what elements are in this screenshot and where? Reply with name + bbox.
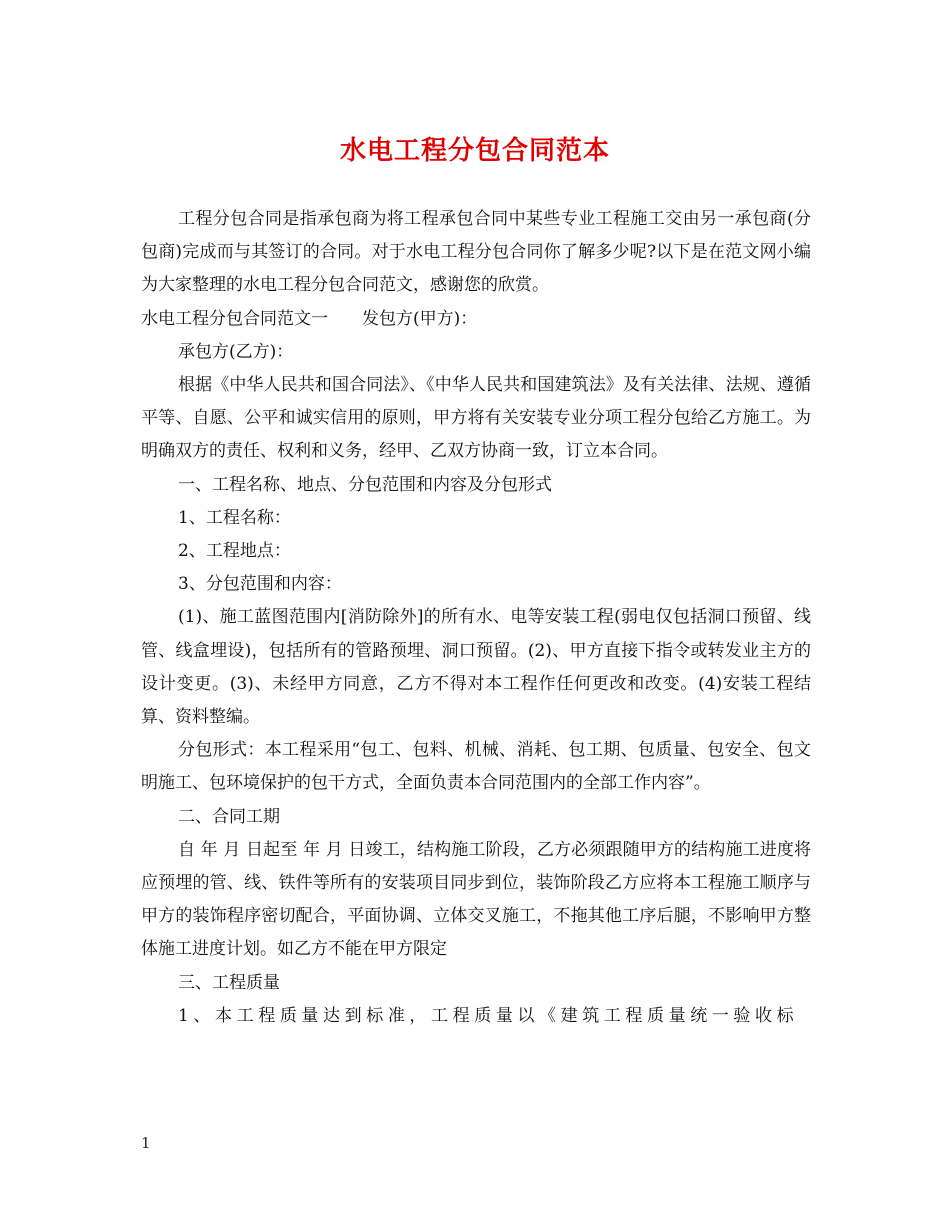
item-project-location: 2、工程地点：: [178, 541, 291, 562]
paragraph-period: 自 年 月 日起至 年 月 日竣工，结构施工阶段，乙方必须跟随甲方的结构施工进度将应预埋的管、线、铁件等所有的安装项目同步到位，装饰阶段乙方应将本工程施工顺序与甲方的装饰程序密切配合，平面协调、立体交叉施工，不拖其他工序后腿，不影响甲方整体施工进度计划。如乙方不能在甲方限定: [141, 839, 811, 960]
document-title: 水电工程分包合同范本: [339, 136, 610, 166]
document-body: [141, 203, 811, 1033]
section-heading-3: 三、工程质量: [178, 972, 280, 993]
item-scope-heading: 3、分包范围和内容：: [178, 574, 342, 595]
paragraph-subcontract-form: 分包形式：本工程采用“包工、包料、机械、消耗、包工期、包质量、包安全、包文明施工、包环境保护的包干方式，全面负责本合同范围内的全部工作内容”。: [141, 740, 811, 794]
paragraph-intro: 工程分包合同是指承包商为将工程承包合同中某些专业工程施工交由另一承包商(分包商)完成而与其签订的合同。对于水电工程分包合同你了解多少呢?以下是在范文网小编为大家整理的水电工程分包合同范文，感谢您的欣赏。: [141, 209, 811, 296]
sample-heading: 水电工程分包合同范文一: [141, 308, 328, 329]
party-b-label: 承包方(乙方)：: [178, 341, 294, 362]
item-project-name: 1、工程名称：: [178, 507, 291, 528]
paragraph-basis: 根据《中华人民共和国合同法》、《中华人民共和国建筑法》及有关法律、法规、遵循平等、自愿、公平和诚实信用的原则，甲方将有关安装专业分项工程分包给乙方施工。为明确双方的责任、权利和义务，经甲、乙双方协商一致，订立本合同。: [141, 375, 811, 462]
party-a-label: 发包方(甲方)：: [362, 308, 478, 329]
section-heading-1: 一、工程名称、地点、分包范围和内容及分包形式: [178, 474, 552, 495]
page-number: 1: [141, 1134, 151, 1152]
paragraph-sample-line: [141, 303, 811, 336]
paragraph-quality: 1、本工程质量达到标准，工程质量以《建筑工程质量统一验收标: [178, 1005, 799, 1026]
section-heading-2: 二、合同工期: [178, 806, 280, 827]
paragraph-scope: (1)、施工蓝图范围内[消防除外]的所有水、电等安装工程(弱电仅包括洞口预留、线管、线盒埋设)，包括所有的管路预埋、洞口预留。(2)、甲方直接下指令或转发业主方的设计变更。(3)、未经甲方同意，乙方不得对本工程作任何更改和改变。(4)安装工程结算、资料整编。: [141, 607, 811, 728]
